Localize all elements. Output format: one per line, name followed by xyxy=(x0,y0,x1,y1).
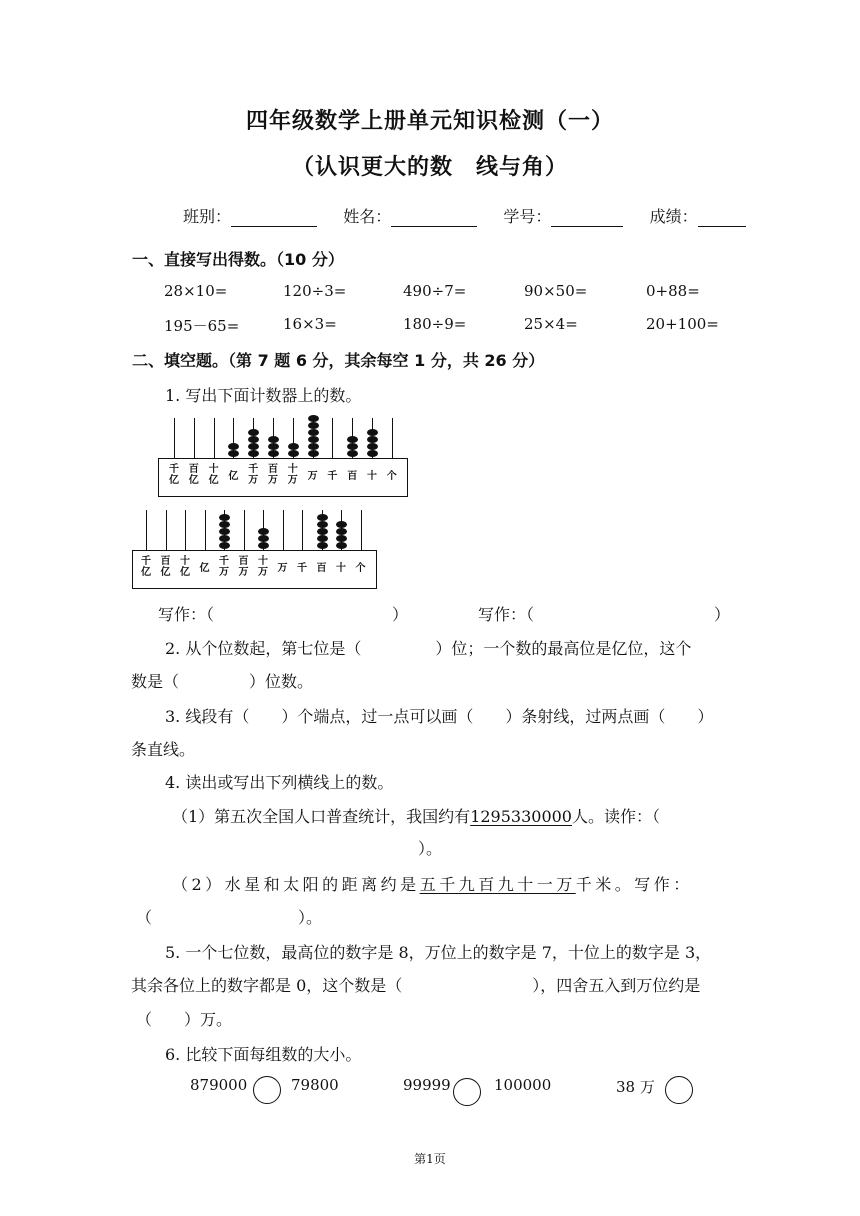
abacus-bead xyxy=(317,528,328,535)
abacus-rod xyxy=(332,418,333,458)
q2-text-b: ）位；一个数的最高位是亿位，这个 xyxy=(435,639,692,658)
q4-2-close: ）。 xyxy=(298,908,323,927)
class-field[interactable] xyxy=(231,210,317,227)
q5-text-a: 其余各位上的数字都是 0，这个数是（ xyxy=(131,976,403,995)
calc-2-1: 195－65= xyxy=(164,317,240,335)
write-close-2: ） xyxy=(714,605,731,624)
abacus-bead xyxy=(248,436,259,443)
abacus-place-label: 千 xyxy=(327,471,338,482)
question-4-2 xyxy=(172,872,693,895)
question-4-1-close: ）。 xyxy=(418,839,443,858)
abacus-place-label: 十万 xyxy=(258,556,268,578)
abacus-bead xyxy=(288,450,299,457)
abacus-bead xyxy=(367,436,378,443)
abacus-bead xyxy=(288,443,299,450)
abacus-bead xyxy=(308,436,319,443)
abacus-bead xyxy=(347,443,358,450)
calc-2-5: 20+100= xyxy=(646,315,719,333)
abacus-bead xyxy=(308,415,319,422)
compare-2-left: 99999 xyxy=(403,1076,451,1094)
question-5-line1: 5. 一个七位数，最高位的数字是 8，万位上的数字是 7，十位上的数字是 3， xyxy=(165,943,712,962)
page-number: 第1页 xyxy=(414,1152,446,1166)
q4-2-text-b: 千米。写作： xyxy=(575,875,693,894)
abacus-place-label: 十 xyxy=(367,471,377,482)
question-6: 6. 比较下面每组数的大小。 xyxy=(165,1045,362,1064)
abacus-place-label: 万 xyxy=(307,471,318,482)
write-label-2: 写作：（ xyxy=(478,605,535,624)
write-label-1: 写作：（ xyxy=(158,605,215,624)
abacus-1 xyxy=(158,418,408,498)
abacus-place-label: 亿 xyxy=(228,471,239,482)
q4-1-text: （1）第五次全国人口普查统计，我国约有 xyxy=(172,807,471,826)
name-field[interactable] xyxy=(391,210,477,227)
question-5-line2 xyxy=(131,973,700,996)
abacus-bead xyxy=(219,528,230,535)
name-label: 姓名： xyxy=(343,207,392,226)
question-2-line1 xyxy=(165,636,691,659)
abacus-place-label: 千万 xyxy=(248,464,259,486)
abacus-bead xyxy=(317,521,328,528)
abacus-bead xyxy=(367,443,378,450)
abacus-bead xyxy=(336,528,347,535)
write-answer-2 xyxy=(478,602,730,625)
abacus-bead xyxy=(308,422,319,429)
compare-1-circle[interactable] xyxy=(253,1076,281,1104)
abacus-bead xyxy=(347,436,358,443)
abacus-place-label: 千亿 xyxy=(169,464,179,486)
q2-text-d: ）位数。 xyxy=(249,672,314,691)
abacus-place-label: 千 xyxy=(297,563,307,574)
abacus-place-label: 十万 xyxy=(287,464,298,486)
abacus-bead xyxy=(248,429,259,436)
question-5-line3: （ ）万。 xyxy=(136,1010,233,1029)
abacus-bead xyxy=(367,429,378,436)
abacus-bead xyxy=(308,429,319,436)
abacus-rod xyxy=(146,510,147,550)
page-title: 四年级数学上册单元知识检测（一） xyxy=(245,109,614,134)
section2-heading: 二、填空题。（第 7 题 6 分，其余每空 1 分，共 26 分） xyxy=(132,351,545,370)
calc-2-3: 180÷9= xyxy=(403,315,467,333)
abacus-rod xyxy=(361,510,362,550)
calc-1-1: 28×10= xyxy=(164,282,228,300)
score-label: 成绩： xyxy=(649,207,698,226)
id-field[interactable] xyxy=(551,210,623,227)
abacus-place-label: 千亿 xyxy=(141,556,151,578)
abacus-bead xyxy=(248,450,259,457)
question-4-1 xyxy=(172,804,660,827)
calc-1-5: 0+88= xyxy=(646,282,700,300)
compare-1-right: 79800 xyxy=(291,1076,339,1094)
calc-1-3: 490÷7= xyxy=(403,282,467,300)
abacus-rod xyxy=(185,510,186,550)
abacus-bead xyxy=(268,443,279,450)
abacus-place-label: 十 xyxy=(336,563,346,574)
question-2-line2 xyxy=(131,669,313,692)
compare-1-left: 879000 xyxy=(190,1076,248,1094)
abacus-bead xyxy=(317,535,328,542)
question-3-line1: 3. 线段有（ ）个端点，过一点可以画（ ）条射线，过两点画（ ） xyxy=(165,707,714,726)
write-close-1: ） xyxy=(392,605,409,624)
question-3-line2: 条直线。 xyxy=(131,740,196,759)
compare-3-circle[interactable] xyxy=(665,1076,693,1104)
calc-1-2: 120÷3= xyxy=(283,282,347,300)
abacus-place-label: 千万 xyxy=(219,556,229,578)
abacus-place-label: 百亿 xyxy=(188,464,199,486)
id-label: 学号： xyxy=(503,207,552,226)
write-answer-1 xyxy=(158,602,408,625)
abacus-bead xyxy=(268,450,279,457)
abacus-bead xyxy=(219,521,230,528)
abacus-bead xyxy=(336,535,347,542)
abacus-place-label: 十亿 xyxy=(180,556,190,578)
q5-text-b: ），四舍五入到万位约是 xyxy=(532,976,701,995)
abacus-place-label: 百亿 xyxy=(160,556,171,578)
abacus-place-label: 十亿 xyxy=(208,464,219,486)
abacus-bead xyxy=(308,450,319,457)
class-label: 班别： xyxy=(183,207,232,226)
page-subtitle: （认识更大的数 线与角） xyxy=(291,155,568,180)
abacus-bead xyxy=(248,443,259,450)
q2-text-a: 2. 从个位数起，第七位是（ xyxy=(165,639,362,658)
abacus-bead xyxy=(228,443,239,450)
abacus-bead xyxy=(219,514,230,521)
abacus-bead xyxy=(308,443,319,450)
score-field[interactable] xyxy=(698,210,746,227)
abacus-place-label: 个 xyxy=(386,471,397,482)
section1-heading: 一、直接写出得数。（10 分） xyxy=(132,250,344,269)
compare-2-right: 100000 xyxy=(494,1076,552,1094)
question-4-2-line2 xyxy=(136,905,322,928)
q4-1-text-b: 人。读作：（ xyxy=(571,807,660,826)
abacus-bead xyxy=(228,450,239,457)
abacus-rod xyxy=(205,510,206,550)
question-1: 1. 写出下面计数器上的数。 xyxy=(165,386,362,405)
info-line xyxy=(183,204,746,227)
q4-1-number: 1295330000 xyxy=(470,807,572,826)
abacus-place-label: 百 xyxy=(347,471,358,482)
abacus-2 xyxy=(132,510,382,590)
q4-2-open: （ xyxy=(136,908,153,927)
abacus-rod xyxy=(174,418,175,458)
abacus-place-label: 百万 xyxy=(238,556,249,578)
abacus-bead xyxy=(317,514,328,521)
question-4: 4. 读出或写出下列横线上的数。 xyxy=(165,773,394,792)
abacus-bead xyxy=(258,535,269,542)
abacus-rod xyxy=(194,418,195,458)
abacus-bead xyxy=(347,450,358,457)
abacus-bead xyxy=(219,535,230,542)
abacus-rod xyxy=(392,418,393,458)
abacus-rod xyxy=(166,510,167,550)
compare-2-circle[interactable] xyxy=(453,1078,481,1106)
abacus-bead xyxy=(258,542,269,549)
abacus-place-label: 亿 xyxy=(199,563,210,574)
abacus-bead xyxy=(219,542,230,549)
abacus-rod xyxy=(244,510,245,550)
abacus-place-label: 百 xyxy=(316,563,327,574)
abacus-bead xyxy=(317,542,328,549)
abacus-rod xyxy=(302,510,303,550)
abacus-bead xyxy=(268,436,279,443)
abacus-place-label: 百万 xyxy=(268,464,278,486)
abacus-bead xyxy=(336,542,347,549)
calc-2-4: 25×4= xyxy=(524,315,578,333)
abacus-bead xyxy=(367,450,378,457)
abacus-place-label: 万 xyxy=(277,563,288,574)
abacus-bead xyxy=(258,528,269,535)
q4-2-number: 五千九百九十一万 xyxy=(419,875,576,894)
calc-1-4: 90×50= xyxy=(524,282,588,300)
abacus-rod xyxy=(283,510,284,550)
q4-2-text: （2）水星和太阳的距离约是 xyxy=(172,875,420,894)
abacus-bead xyxy=(336,521,347,528)
abacus-rod xyxy=(214,418,215,458)
abacus-place-label: 个 xyxy=(355,563,366,574)
calc-2-2: 16×3= xyxy=(283,315,337,333)
q2-text-c: 数是（ xyxy=(131,672,180,691)
compare-3-left: 38 万 xyxy=(616,1078,655,1096)
